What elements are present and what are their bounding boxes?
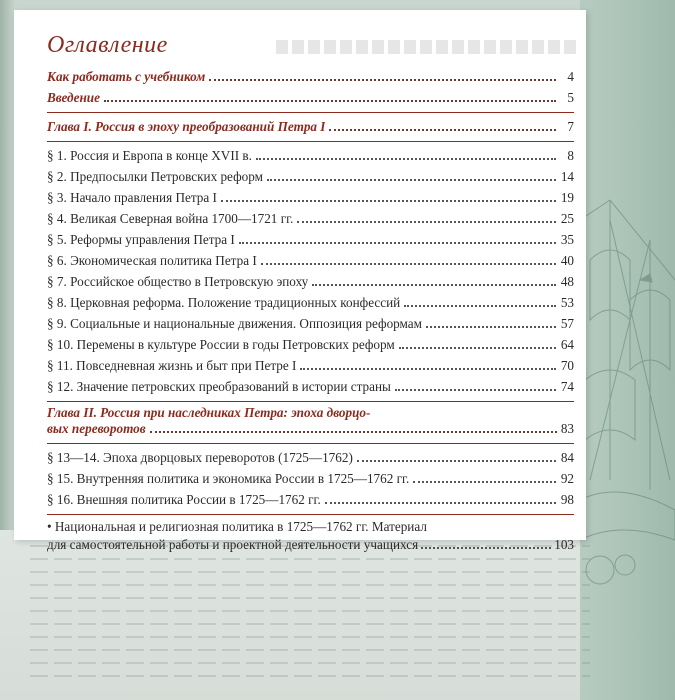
toc-entry-text: Как работать с учебником: [47, 69, 206, 84]
next-page-illustration: [580, 0, 675, 700]
toc-entry-text: § 3. Начало правления Петра I: [47, 190, 217, 205]
dot-leader: [357, 460, 556, 462]
toc-entry[interactable]: [47, 376, 574, 397]
toc-chapter-title-line2-row: [47, 421, 574, 439]
toc-entry[interactable]: [47, 355, 574, 376]
toc-chapter-title-line2: вых переворотов: [47, 421, 146, 436]
toc-page-number: 40: [560, 253, 574, 268]
section-divider: [47, 112, 574, 113]
dot-leader: [261, 263, 556, 265]
toc-page-number: 19: [560, 190, 574, 205]
toc-entry-text: § 5. Реформы управления Петра I: [47, 232, 235, 247]
dot-leader: [300, 368, 556, 370]
section-divider: [47, 443, 574, 444]
toc-entry[interactable]: [47, 292, 574, 313]
dot-leader: [239, 242, 556, 244]
toc-page-number: 53: [560, 295, 574, 310]
toc-page-number: 8: [567, 148, 574, 163]
toc-page-number: 64: [560, 337, 574, 352]
toc-entry-text: § 1. Россия и Европа в конце XVII в.: [47, 148, 252, 163]
toc-entry-text: § 8. Церковная реформа. Положение традиционных конфессий: [47, 295, 401, 310]
dot-leader: [267, 179, 556, 181]
toc-entry[interactable]: [47, 489, 574, 510]
toc-page-number: 14: [560, 169, 574, 184]
toc-chapter-title-line1: Глава II. Россия при наследниках Петра: эпоха дворцо-: [47, 405, 371, 420]
toc-entry[interactable]: [47, 208, 574, 229]
toc-page-number: 25: [560, 211, 574, 226]
print-through-text: [30, 545, 590, 695]
dot-leader: [421, 547, 551, 549]
toc-page-number: 7: [567, 119, 574, 134]
toc-entry[interactable]: [47, 187, 574, 208]
print-through-header: [276, 40, 576, 54]
toc-entry-text-line2: для самостоятельной работы и проектной деятельности учащихся: [47, 537, 419, 552]
dot-leader: [325, 502, 556, 504]
dot-leader: [329, 129, 556, 131]
toc-page-number: 5: [567, 90, 574, 105]
table-of-contents: [47, 66, 574, 554]
page-title: Оглавление: [47, 32, 168, 58]
toc-entry-text: Введение: [47, 90, 100, 105]
toc-entry-text: § 7. Российское общество в Петровскую эпоху: [47, 274, 309, 289]
toc-entry[interactable]: [47, 271, 574, 292]
dot-leader: [399, 347, 556, 349]
toc-entry-text: § 9. Социальные и национальные движения. Оппозиция реформам: [47, 316, 423, 331]
dot-leader: [150, 431, 557, 433]
dot-leader: [104, 100, 556, 102]
dot-leader: [426, 326, 556, 328]
dot-leader: [221, 200, 556, 202]
toc-entry-material[interactable]: [47, 518, 574, 554]
toc-entry-text: § 6. Экономическая политика Петра I: [47, 253, 257, 268]
toc-entry-text: § 11. Повседневная жизнь и быт при Петре I: [47, 358, 297, 373]
toc-chapter-2[interactable]: [47, 405, 574, 439]
toc-page: [14, 10, 586, 552]
toc-chapter-title: Глава I. Россия в эпоху преобразований Петра I: [47, 119, 326, 134]
section-divider: [47, 514, 574, 515]
ship-sketch-icon: [580, 180, 675, 600]
toc-entry[interactable]: [47, 250, 574, 271]
toc-entry-line2-row: [47, 536, 574, 554]
toc-page-number: 35: [560, 232, 574, 247]
toc-entry-text: § 2. Предпосылки Петровских реформ: [47, 169, 263, 184]
dot-leader: [312, 284, 556, 286]
toc-page-number: 4: [567, 69, 574, 84]
toc-chapter-1[interactable]: [47, 116, 574, 137]
toc-entry[interactable]: [47, 447, 574, 468]
dot-leader: [395, 389, 556, 391]
dot-leader: [209, 79, 556, 81]
toc-entry-text: § 15. Внутренняя политика и экономика России в 1725—1762 гг.: [47, 471, 410, 486]
toc-entry[interactable]: [47, 229, 574, 250]
dot-leader: [256, 158, 556, 160]
section-divider: [47, 401, 574, 402]
toc-entry-text: § 16. Внешняя политика России в 1725—1762 гг.: [47, 492, 321, 507]
toc-page-number: 83: [560, 421, 574, 436]
toc-page-number: 48: [560, 274, 574, 289]
toc-entry-introduction[interactable]: [47, 87, 574, 108]
toc-page-number: 84: [560, 450, 574, 465]
toc-page-number: 98: [560, 492, 574, 507]
toc-entry[interactable]: [47, 313, 574, 334]
toc-entry[interactable]: [47, 334, 574, 355]
toc-entry-text-line1: • Национальная и религиозная политика в 1725—1762 гг. Материал: [47, 519, 427, 534]
toc-page-number: 92: [560, 471, 574, 486]
dot-leader: [404, 305, 556, 307]
section-divider: [47, 141, 574, 142]
toc-entry-text: § 10. Перемены в культуре России в годы Петровских реформ: [47, 337, 395, 352]
toc-page-number: 74: [560, 379, 574, 394]
toc-page-number: 57: [560, 316, 574, 331]
dot-leader: [297, 221, 556, 223]
toc-entry[interactable]: [47, 166, 574, 187]
toc-entry-text: § 4. Великая Северная война 1700—1721 гг.: [47, 211, 294, 226]
toc-entry-text: § 12. Значение петровских преобразований в истории страны: [47, 379, 391, 394]
toc-entry-how-to-use[interactable]: [47, 66, 574, 87]
toc-page-number: 70: [560, 358, 574, 373]
toc-entry[interactable]: [47, 145, 574, 166]
toc-entry[interactable]: [47, 468, 574, 489]
dot-leader: [413, 481, 556, 483]
toc-entry-text: § 13—14. Эпоха дворцовых переворотов (1725—1762): [47, 450, 353, 465]
toc-page-number: 103: [554, 537, 574, 552]
